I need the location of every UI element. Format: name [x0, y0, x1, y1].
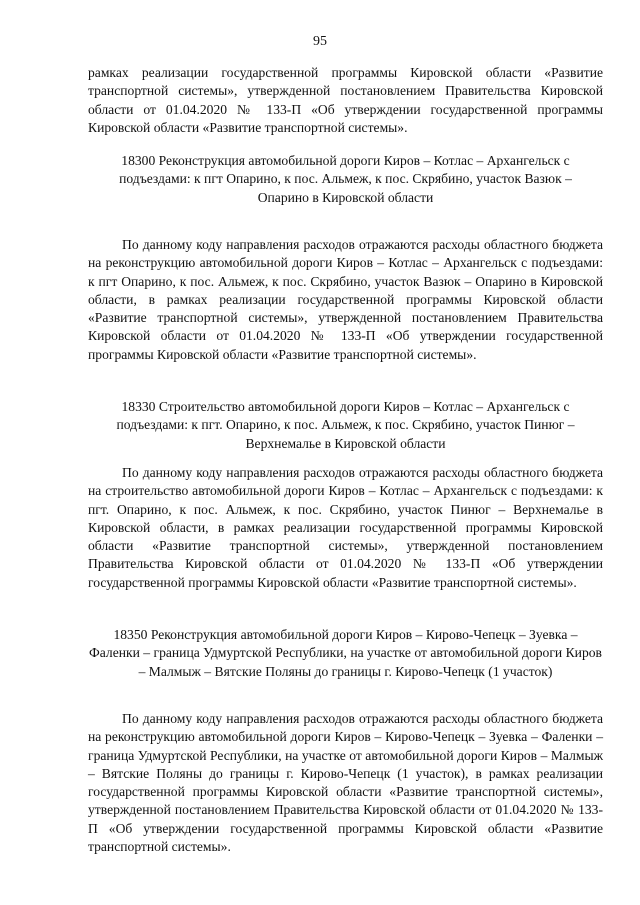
page-number: 95	[313, 34, 327, 49]
section-heading-18330: 18330 Строительство автомобильной дороги Киров – Котлас – Архангельск с подъездами: к пгт. Опарино, к пос. Альмеж, к пос. Скрябино, участок Пинюг – Верхнемалье в Кировской области	[116, 399, 575, 451]
section-heading-18300: 18300 Реконструкция автомобильной дороги Киров – Котлас – Архангельск с подъездами: к пгт Опарино, к пос. Альмеж, к пос. Скрябино, участок Вазюк – Опарино в Кировской области	[119, 153, 572, 205]
section-paragraph-18350: По данному коду направления расходов отражаются расходы областного бюджета на реконструкцию автомобильной дороги Киров – Кирово-Чепецк – Зуевка – Фаленки – граница Удмуртской Республики, на участке от автомобильной дороги Киров – Малмыж – Вятские Поляны до границы г. Кирово-Чепецк (1 участок), в рамках реализации государственной программы Кировской области «Развитие транспортной системы», утвержденной постановлением Правительства Кировской области от 01.04.2020 № 133-П «Об утверждении государственной программы Кировской области «Развитие транспортной системы».	[88, 711, 603, 855]
intro-continuation: транспортной системы», утвержденной постановлением Правительства Кировской области от 01.04.2020 № 133-П «Об утверждении государственной программы Кировской области «Развитие транспортной системы».	[88, 83, 603, 135]
section-paragraph-18300: По данному коду направления расходов отражаются расходы областного бюджета на реконструкцию автомобильной дороги Киров – Котлас – Архангельск с подъездами: к пгт Опарино, к пос. Альмеж, к пос. Скрябино, участок Вазюк – Опарино в Кировской области, в рамках реализации государственной программы Кировской области «Развитие транспортной системы», утвержденной постановлением Правительства Кировской области от 01.04.2020 № 133-П «Об утверждении государственной программы Кировской области «Развитие транспортной системы».	[88, 237, 603, 362]
intro-paragraph	[88, 64, 603, 137]
section-heading-18350: 18350 Реконструкция автомобильной дороги Киров – Кирово-Чепецк – Зуевка – Фаленки – граница Удмуртской Республики, на участке от автомобильной дороги Киров – Малмыж – Вятские Поляны до границы г. Кирово-Чепецк (1 участок)	[89, 627, 602, 679]
section-paragraph-18330: По данному коду направления расходов отражаются расходы областного бюджета на строительство автомобильной дороги Киров – Котлас – Архангельск с подъездами: к пгт. Опарино, к пос. Альмеж, к пос. Скрябино, участок Пинюг – Верхнемалье в Кировской области, в рамках реализации государственной программы Кировской области «Развитие транспортной системы», утвержденной постановлением Правительства Кировской области от 01.04.2020 № 133-П «Об утверждении государственной программы Кировской области «Развитие транспортной системы».	[88, 465, 603, 590]
intro-first-line: рамках реализации государственной программы Кировской области «Развитие	[88, 65, 603, 80]
